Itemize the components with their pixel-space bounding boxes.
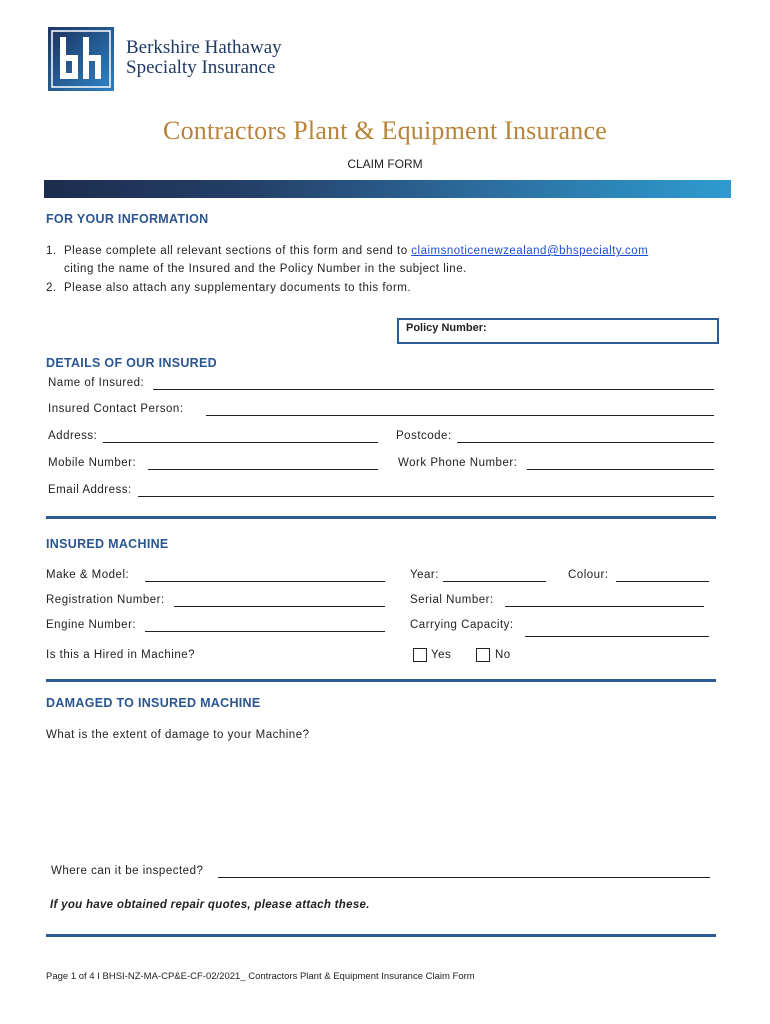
make-model-label: Make & Model: xyxy=(46,569,130,581)
damage-heading: DAMAGED TO INSURED MACHINE xyxy=(46,696,261,710)
policy-number-label: Policy Number: xyxy=(406,322,487,334)
header-banner xyxy=(44,180,731,198)
contact-person-label: Insured Contact Person: xyxy=(48,403,184,415)
damage-extent-question: What is the extent of damage to your Machine? xyxy=(46,729,310,741)
info-item-1-text: Please complete all relevant sections of this form and send to xyxy=(64,245,408,257)
hired-yes-checkbox[interactable] xyxy=(413,648,427,662)
serial-number-field[interactable] xyxy=(505,606,704,607)
engine-number-field[interactable] xyxy=(145,631,385,632)
inspection-location-field[interactable] xyxy=(218,877,710,878)
inspection-location-label: Where can it be inspected? xyxy=(51,865,204,877)
claims-email-link[interactable]: claimsnoticenewzealand@bhspecialty.com xyxy=(411,245,649,257)
year-label: Year: xyxy=(410,569,439,581)
document-subtitle: CLAIM FORM xyxy=(347,157,423,171)
info-item-2 xyxy=(46,282,411,294)
repair-quotes-note: If you have obtained repair quotes, please attach these. xyxy=(50,899,370,911)
info-item-2-number: 2. xyxy=(46,282,57,294)
work-phone-label: Work Phone Number: xyxy=(398,457,518,469)
address-field[interactable] xyxy=(103,442,378,443)
company-logo xyxy=(48,27,114,91)
postcode-field[interactable] xyxy=(457,442,714,443)
carrying-capacity-label: Carrying Capacity: xyxy=(410,619,514,631)
insured-heading: DETAILS OF OUR INSURED xyxy=(46,356,217,370)
section-divider xyxy=(46,934,716,937)
work-phone-field[interactable] xyxy=(527,469,714,470)
info-item-1-continued: citing the name of the Insured and the Policy Number in the subject line. xyxy=(64,263,467,275)
damage-extent-field[interactable] xyxy=(46,746,716,846)
info-heading: FOR YOUR INFORMATION xyxy=(46,212,209,226)
hired-no-checkbox[interactable] xyxy=(476,648,490,662)
mobile-number-field[interactable] xyxy=(148,469,378,470)
hired-machine-question: Is this a Hired in Machine? xyxy=(46,649,196,661)
machine-heading: INSURED MACHINE xyxy=(46,537,169,551)
hired-no-label: No xyxy=(495,649,511,661)
page-footer: Page 1 of 4 I BHSI-NZ-MA-CP&E-CF-02/2021_ Contractors Plant & Equipment Insurance Claim Form xyxy=(46,971,475,982)
insured-name-label: Name of Insured: xyxy=(48,377,145,389)
email-address-label: Email Address: xyxy=(48,484,132,496)
postcode-label: Postcode: xyxy=(396,430,452,442)
hired-yes-label: Yes xyxy=(431,649,452,661)
company-name xyxy=(126,38,282,78)
mobile-number-label: Mobile Number: xyxy=(48,457,137,469)
registration-number-field[interactable] xyxy=(174,606,385,607)
section-divider xyxy=(46,679,716,682)
info-item-1-number: 1. xyxy=(46,245,57,257)
colour-field[interactable] xyxy=(616,581,709,582)
contact-person-field[interactable] xyxy=(206,415,714,416)
document-title: Contractors Plant & Equipment Insurance xyxy=(163,116,607,145)
info-item-2-text: Please also attach any supplementary documents to this form. xyxy=(64,282,412,294)
info-item-1 xyxy=(46,245,648,257)
make-model-field[interactable] xyxy=(145,581,385,582)
email-address-field[interactable] xyxy=(138,496,714,497)
insured-name-field[interactable] xyxy=(153,389,714,390)
colour-label: Colour: xyxy=(568,569,609,581)
serial-number-label: Serial Number: xyxy=(410,594,494,606)
company-name-line1: Berkshire Hathaway xyxy=(126,37,282,58)
section-divider xyxy=(46,516,716,519)
registration-number-label: Registration Number: xyxy=(46,594,165,606)
engine-number-label: Engine Number: xyxy=(46,619,137,631)
company-name-line2: Specialty Insurance xyxy=(126,57,276,78)
address-label: Address: xyxy=(48,430,98,442)
year-field[interactable] xyxy=(443,581,546,582)
carrying-capacity-field[interactable] xyxy=(525,636,709,637)
